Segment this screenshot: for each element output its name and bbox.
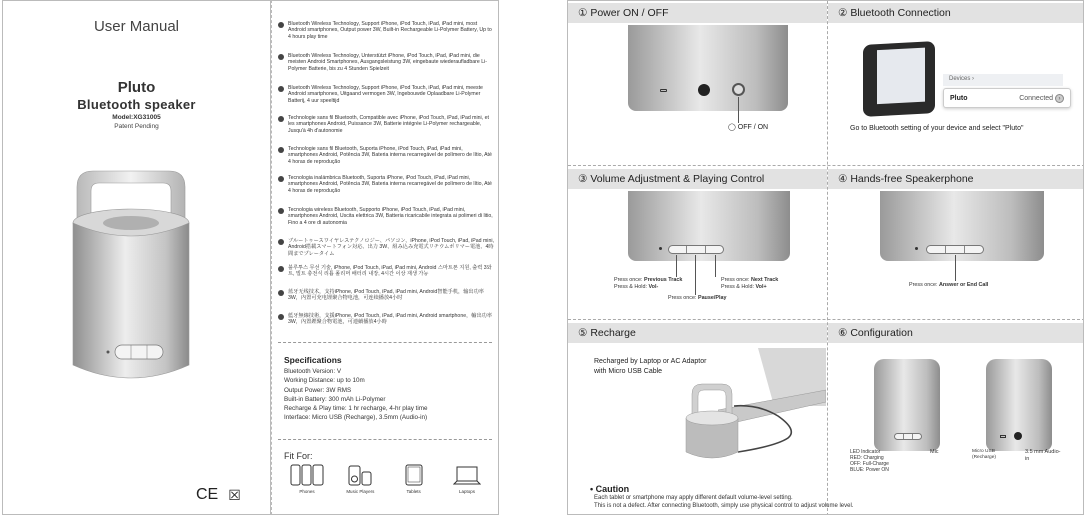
power-label: ◯ OFF / ON [728,124,769,131]
info-page [271,0,499,515]
language-item: 藍牙無線技術，支援iPhone, iPod Touch, iPad, iPad mini, Android smartphone，輸出功率3W，內置鋰聚合物電池，可連續播放4小時 [278,313,494,326]
leader-line [955,255,956,281]
divider [278,439,492,440]
flag-icon [278,22,284,28]
next-caption: Press once: Next Track Press & Hold: Vol+ [721,277,779,290]
flag-icon [278,86,284,92]
language-item: 蓝牙无线技术，支持iPhone, iPod Touch, iPad, iPad mini, Android智能手机，输出功率3W，内置可充电锂聚合物电池，可连续播放4小时 [278,289,494,302]
spec-item: Working Distance: up to 10m [284,377,365,385]
ce-mark: CE [196,486,219,503]
leader-line [695,255,696,295]
usb-caption: Micro USB (Recharge) [972,449,996,460]
smartphone-image [863,41,935,117]
chevron-right-icon: › [970,76,975,82]
flag-icon [278,116,284,122]
flag-icon [278,54,284,60]
weee-bin-icon: ☒ [228,486,241,503]
recharge-illustration [678,346,826,464]
led-indicator-icon [659,247,662,250]
control-buttons[interactable] [894,433,922,440]
handsfree-caption: Press once: Answer or End Call [909,282,989,288]
play-pause-button[interactable] [687,246,705,253]
leader-line [715,255,716,277]
next-vol-up-button[interactable] [706,246,723,253]
product-model: Model:XG31005 [112,114,161,121]
led-caption: LED Indicator RED: Charging OFF: Full-Charge BLUE: Power ON [850,449,889,473]
fit-phones: Phones [282,464,332,494]
section-handsfree-header: ④ Hands-free Speakerphone [828,169,1084,189]
devices-header: Devices › [943,74,1063,86]
language-item: Tecnologia inalámbrica Bluetooth, Suporta iPhone, iPod Touch, iPad, iPad mini, smartphones Android, Potência 3W, Bateria interna recarregável de polímero de lítio, Até 4 horas de reprodução [278,175,494,194]
fit-music-players: Music Players [335,464,385,494]
flag-icon [278,176,284,182]
bluetooth-caption: Go to Bluetooth setting of your device and select "Pluto" [850,125,1024,132]
prev-caption: Press once: Previous Track Press & Hold: Vol- [614,277,683,290]
power-switch-icon [732,83,745,96]
spec-item: Built-in Battery: 300 mAh Li-Polymer [284,395,386,403]
instructions-sheet [567,0,1084,515]
divider [568,319,1084,320]
fit-row [282,464,492,494]
divider [827,1,828,515]
language-item: Bluetooth Wireless Technology, Support iPhone, iPod Touch, iPad, iPad mini, meeste Android smartphones, Uitgaand vermogen 3W, Ingebouwde Oplaadbare Li-Polymer Batterij, 4 uur speeltijd [278,85,494,104]
section-volume-header: ③ Volume Adjustment & Playing Control [568,169,827,189]
speaker-back-image [628,25,788,111]
manual-title: User Manual [93,18,180,35]
disclosure-icon: › [1055,94,1064,103]
flag-icon [278,314,284,320]
phone-icon [290,464,324,486]
divider [568,165,1084,166]
music-player-icon [348,464,372,486]
certification-marks [196,486,241,504]
cover-page [2,0,271,515]
language-item: Bluetooth Wireless Technology, Unterstützt iPhone, iPod Touch, iPad, iPad mini, die meisten Android Smartphones, Ausgangsleistung 3W, eingebaute wiederaufladbare Li-Polymer Batterie, bis zu 4 Stunden Spielzeit [278,53,494,72]
flag-icon [278,266,284,272]
recharge-caption: Recharged by Laptop or AC Adaptor with Micro USB Cable [594,358,707,375]
prev-vol-down-button[interactable] [669,246,687,253]
mic-label: Mic [930,449,939,455]
audio-in-caption: 3.5 mm Audio-in [1025,449,1061,462]
fit-laptops: Laptops [442,464,492,494]
language-item: Tecnologia wireless Bluetooth, Supporto iPhone, iPod Touch, iPad, iPad mini, smartphones Android, Uscita elettrica 3W, Batteria ricaricabile integrata ai polimeri di litio, Fino a 4 ore di autonomia [278,207,494,226]
control-buttons[interactable] [668,245,724,254]
audio-jack-icon [1014,432,1022,440]
divider [278,342,492,343]
fit-tablets: Tablets [389,464,439,494]
tablet-icon [405,464,423,486]
language-item: Technologie sans fil Bluetooth, Compatible avec iPhone, iPod Touch, iPad, iPad mini, et les smartphones Android, Puissance 3W, Batterie intégrée Li-Polymer rechargeable, Jusqu'à 4h d'autonomie [278,115,494,134]
spec-item: Interface: Micro USB (Recharge), 3.5mm (Audio-in) [284,414,428,422]
laptop-icon [453,464,481,486]
product-name: Pluto [117,79,156,96]
caution-title: • Caution [590,484,630,494]
spec-item: Output Power: 3W RMS [284,386,352,394]
section-recharge-header: ⑤ Recharge [568,323,827,343]
speaker-image [63,169,199,389]
section-config-header: ⑥ Configuration [828,323,1084,343]
next-vol-up-button[interactable] [965,246,983,253]
audio-jack-icon [698,84,710,96]
section-bluetooth-header: ② Bluetooth Connection [828,3,1084,23]
config-button[interactable] [904,434,913,439]
section-power-header: ① Power ON / OFF [568,3,827,23]
flag-icon [278,290,284,296]
product-subtitle: Bluetooth speaker [77,97,196,112]
config-button[interactable] [913,434,921,439]
flag-icon [278,147,284,153]
answer-call-button[interactable] [946,246,965,253]
language-item: 블루투스 무선 기술, iPhone, iPod Touch, iPad, iPad mini, Android 스마트폰 지원, 출력 3와트, 빌트 충전식 리튬 폴리머 배터리 내장, 4시간 이상 재생 가능 [278,265,494,278]
pause-caption: Press once: Pause/Play [668,295,727,301]
language-item: Technologie sans fil Bluetooth, Suporta iPhone, iPod Touch, iPad, iPad mini, smartphones Android, Potência 3W, Bateria interna recarregável de polímero de lítio, Até 4 horas de reprodução [278,146,494,165]
usb-port-icon [1000,435,1006,438]
leader-line [738,97,739,123]
language-item: Bluetooth Wireless Technology, Support iPhone, iPod Touch, iPad, iPad mini, most Android smartphones, Output power 3W, Built-in Rechargeable Li-Polymer Battery, Up to 4 hours play time [278,21,494,40]
prev-vol-down-button[interactable] [927,246,946,253]
usb-port-icon [660,89,667,92]
config-button[interactable] [895,434,904,439]
flag-icon [278,239,284,245]
specs-title: Specifications [284,355,342,365]
specs-list [284,367,428,423]
spec-item: Bluetooth Version: V [284,368,342,375]
control-buttons[interactable] [926,245,984,254]
fit-title: Fit For: [284,451,313,461]
language-item: ブルートゥースワイヤレステクノロジー、パソコン、iPhone, iPod Touch, iPad, iPad mini, Android搭載スマートフォン対応、出力 3W、組み込み充電式リチウムポリマー電池、4時間までプレータイム [278,238,494,257]
flag-icon [278,208,284,214]
patent-text: Patent Pending [114,123,159,130]
spec-item: Recharge & Play time: 1 hr recharge, 4-hr play time [284,405,428,413]
leader-line [676,255,677,277]
led-indicator-icon [915,247,918,250]
caution-text: Each tablet or smartphone may apply different default volume-level setting. This is not a defect. After connecting Bluetooth, simply use physical control to adjust volume level. [594,495,854,509]
device-row-pluto[interactable]: Pluto Connected › [943,88,1071,108]
toggle-icon: ◯ [728,124,738,131]
